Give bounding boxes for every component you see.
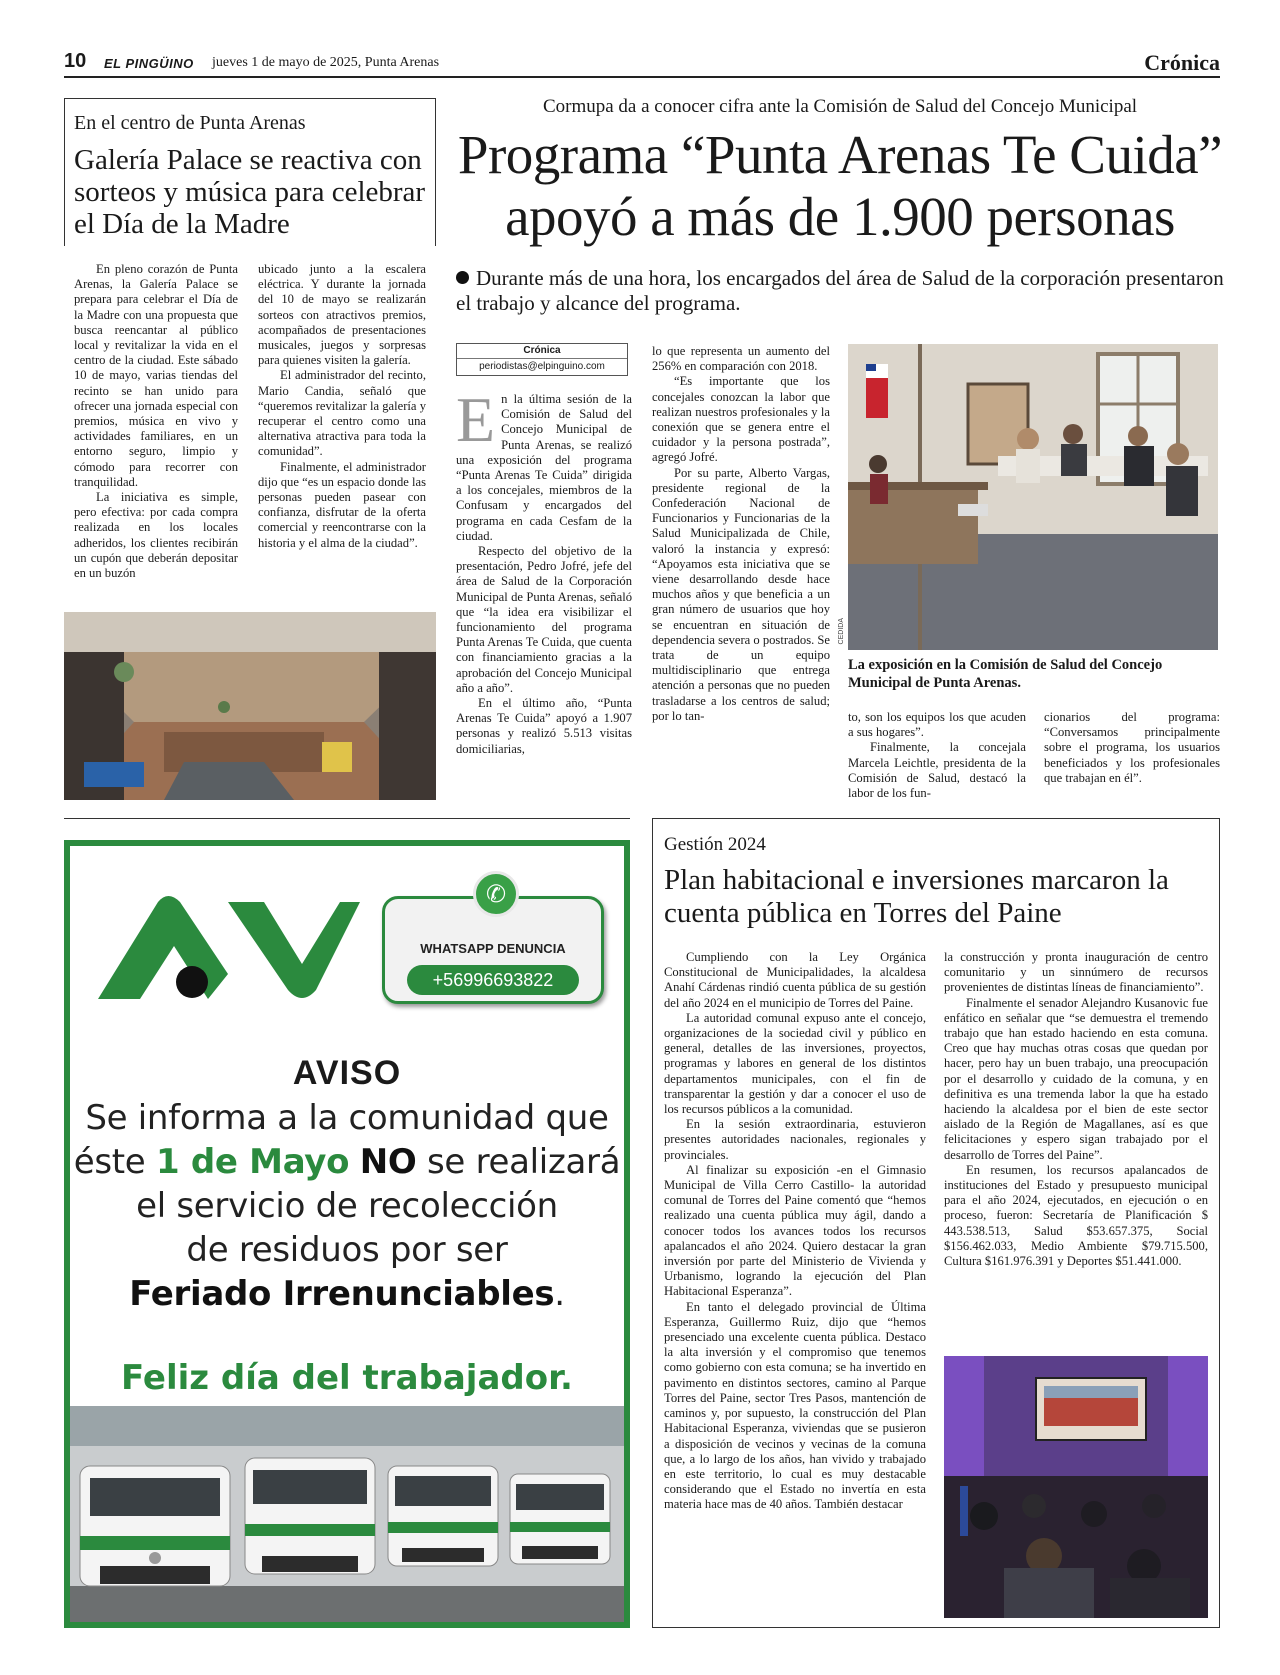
section-divider xyxy=(64,818,630,819)
page-header xyxy=(64,50,1220,78)
bullet-icon xyxy=(456,271,469,284)
photo-credit: CEDIDA xyxy=(838,618,845,645)
company-logo xyxy=(88,894,364,1004)
drop-cap: E xyxy=(456,384,496,455)
title-line: apoyó a más de 1.900 personas xyxy=(505,186,1175,247)
aviso-line xyxy=(70,1272,624,1316)
whatsapp-number[interactable]: +56996693822 xyxy=(407,965,579,995)
paragraph: Finalmente, el administrador dijo que “es un espacio donde las personas pueden pasear con confianza, disfrutar de la oferta comercial y reencontrarse con la historia y el alma de la ciudad”. xyxy=(258,459,426,550)
paragraph: ubicado junto a la escalera eléctrica. Y durante la jornada del 10 de mayo se realizarán sorteos con atractivos premios, acompañados de presentaciones musicales, juegos y sorpresas para quienes visiten la galería. xyxy=(258,262,426,368)
galeria-kicker: En el centro de Punta Arenas xyxy=(74,112,306,134)
torres-kicker: Gestión 2024 xyxy=(664,834,766,855)
torres-column-1 xyxy=(664,950,926,1513)
programa-lead xyxy=(456,266,1224,316)
galeria-column-1 xyxy=(74,262,238,581)
aviso-line xyxy=(70,1140,624,1184)
paragraph xyxy=(456,384,632,544)
paragraph: En pleno corazón de Punta Arenas, la Galería Palace se prepara para celebrar el Día de la Madre con una propuesta que busca reencantar al público local y revitalizar la vida en el centro de la ciudad. Este sábado 10 de mayo, varias tiendas del recinto se han unido para ofrecer una jornada especial con premios, música en vivo y actividades familiares, en un entorno seguro, limpio y cómodo para recorrer con tranquilidad. xyxy=(74,262,238,489)
galeria-title: Galería Palace se reactiva con sorteos y música para celebrar el Día de la Madre xyxy=(74,144,426,240)
torres-column-2 xyxy=(944,950,1208,1269)
paragraph: la construcción y pronta inauguración de centro comunitario y un sinnúmero de recursos provenientes de distintas líneas de financiamiento”. xyxy=(944,950,1208,995)
paragraph: La autoridad comunal expuso ante el concejo, organizaciones de la sociedad civil y público en general, detalles de las inversiones, proyectos, programas y labores en general de los distintos departamentos municipales, con el fin de transparentar la gestión y dar a conocer el uso de los recursos públicos a la comunidad. xyxy=(664,1010,926,1117)
aviso-text: éste xyxy=(73,1142,156,1182)
programa-kicker: Cormupa da a conocer cifra ante la Comisión de Salud del Concejo Municipal xyxy=(542,96,1138,117)
aviso-greeting: Feliz día del trabajador. xyxy=(121,1358,573,1398)
cuenta-publica-photo xyxy=(944,1356,1208,1618)
galeria-mall-photo xyxy=(64,612,436,800)
paragraph: “Es importante que los concejales conozcan la labor que realizan nuestros profesionales y la conexión que se genera entre el cuidador y la persona postrada”, agregó Jofré. xyxy=(652,374,830,465)
paragraph: En tanto el delegado provincial de Última Esperanza, Guillermo Ruiz, dijo que “hemos presenciado una excelente cuenta pública. Destaco la alta inversión y el compromiso que tenemos como gobierno con esta comuna; se ha invertido en pavimento en distintos sectores, camino al Parque Torres del Paine, sector Tres Pasos, mantención de caminos y, por supuesto, la construcción del Plan Habitacional Esperanza, viviendas que se pusieron a disposición de vecinos y vecinas de la comuna que, a lo largo de los años, han vivido y trabajado en este territorio, lo cual es muy destacable considerando que el Estado no invertía en esta materia hace mas de 40 años. También destacar xyxy=(664,1299,926,1512)
paragraph: El administrador del recinto, Mario Candia, señaló que “queremos revitalizar la galería y recuperar el centro como una alternativa atractiva para toda la comunidad”. xyxy=(258,368,426,459)
paragraph: En el último año, “Punta Arenas Te Cuida” apoyó a 1.907 personas y realizó 5.513 visitas domiciliarias, xyxy=(456,696,632,756)
section-name: Crónica xyxy=(1144,50,1220,75)
aviso-line: Se informa a la comunidad que xyxy=(85,1098,609,1138)
masthead-logo: EL PINGÜINO xyxy=(104,56,194,71)
paragraph: cionarios del programa: “Conversamos principalmente sobre el programa, los usuarios beneficiados y los profesionales que trabajan en él”. xyxy=(1044,710,1220,785)
paragraph: lo que representa un aumento del 256% en comparación con 2018. xyxy=(652,344,830,374)
lead-text: Durante más de una hora, los encargados del área de Salud de la corporación presentaron el trabajo y alcance del programa. xyxy=(456,266,1224,315)
byline-box xyxy=(456,343,628,376)
whatsapp-icon: ✆ xyxy=(473,871,519,917)
aviso-line: el servicio de recolección xyxy=(136,1186,558,1226)
photo-caption: La exposición en la Comisión de Salud del Concejo Municipal de Punta Arenas. xyxy=(848,657,1163,691)
aviso-title: AVISO xyxy=(292,1054,402,1092)
aviso-body xyxy=(70,1096,624,1316)
paragraph: Al finalizar su exposición -en el Gimnasio Municipal de Villa Cerro Castillo- la autoridad comunal de Torres del Paine comentó que “hemos realizado una cuenta pública muy ágil, dando a conocer todos los avances todos los recursos apalancados el año 2024. Quiero destacar la gran inversión por parte del Ministerio de Vivienda y Urbanismo, logrando la ejecución del Plan Habitacional Esperanza”. xyxy=(664,1162,926,1299)
aviso-no: NO xyxy=(359,1142,417,1182)
paragraph: La iniciativa es simple, pero efectiva: por cada compra realizada en los locales adheridos, los clientes recibirán un cupón que deberán depositar en un buzón xyxy=(74,490,238,581)
comision-salud-photo xyxy=(848,344,1218,650)
paragraph: Por su parte, Alberto Vargas, presidente regional de la Confederación Nacional de Funcionarios y Funcionarias de la Salud Municipalizada de Chile, valoró la instancia y expresó: “Apoyamos esta iniciativa que se viene desarrollando desde hace muchos años y que beneficia a un gran número de usuarios que hoy se encuentran en situación de dependencia severa o postrados. Se trata de un equipo multidisciplinario que entrega atención a personas que no pueden trasladarse a los centros de salud; por lo tan- xyxy=(652,465,830,723)
programa-column-4 xyxy=(1044,710,1220,786)
aviso-line: de residuos por ser xyxy=(186,1230,508,1270)
torres-title: Plan habitacional e inversiones marcaron la cuenta pública en Torres del Paine xyxy=(664,864,1169,929)
paragraph: to, son los equipos los que acuden a sus hogares”. xyxy=(848,710,1026,740)
paragraph: Cumpliendo con la Ley Orgánica Constitucional de Municipalidades, la alcaldesa Anahí Cárdenas rindió cuenta pública de su gestión del año 2024 en el municipio de Torres del Paine. xyxy=(664,950,926,1010)
paragraph: Respecto del objetivo de la presentación, Pedro Jofré, jefe del área de Salud de la Corporación Municipal de Punta Arenas, señaló que “la idea era visibilizar el funcionamiento del programa Punta Arenas Te Cuida, que cuenta con financiamiento gracias a la aprobación del Concejo Municipal año a año”. xyxy=(456,544,632,695)
aviso-text: . xyxy=(554,1274,565,1314)
page-number: 10 xyxy=(64,50,87,72)
paragraph: Finalmente, la concejala Marcela Leichtle, presidenta de la Comisión de Salud, destacó la labor de los fun- xyxy=(848,740,1026,801)
paragraph-text: n la última sesión de la Comisión de Salud del Concejo Municipal de Punta Arenas, se realizó una exposición del programa “Punta Arenas Te Cuida” dirigida a los concejales, miembros de la Confusam y encargados del programa en cada Cesfam de la ciudad. xyxy=(456,392,632,543)
title-line: Programa “Punta Arenas Te Cuida” xyxy=(457,124,1223,185)
whatsapp-denuncia-card xyxy=(382,880,604,1004)
programa-column-2 xyxy=(652,344,830,724)
aviso-text: se realizará xyxy=(416,1142,621,1182)
byline-section: Crónica xyxy=(457,344,627,359)
programa-title xyxy=(440,124,1240,248)
paragraph: En la sesión extraordinaria, estuvieron presentes autoridades nacionales, regionales y provinciales. xyxy=(664,1117,926,1162)
aviso-holiday: Feriado Irrenunciables xyxy=(129,1274,555,1314)
byline-email[interactable]: periodistas@elpinguino.com xyxy=(479,361,605,372)
programa-column-3 xyxy=(848,710,1026,801)
paragraph: Finalmente el senador Alejandro Kusanovic fue enfático en señalar que “se demuestra el tremendo trabajo que han estado haciendo en esta comuna. Creo que hay muchas otras cosas que quedan por hacer, pero hay un buen trabajo, una preocupación por el desarrollo y cuidado de la comuna, y en definitiva es una tremenda labor la que ha estado haciendo la alcaldesa por el bien de este sector aislado de la Región de Magallanes, así es que felicitaciones y espero sigan trabajado por el desarrollo de Torres del Paine”. xyxy=(944,995,1208,1162)
paragraph: En resumen, los recursos apalancados de instituciones del Estado y presupuesto municipal para el año 2024, ejecutados, en ejecución o en proceso, fueron: Secretaría de Planificación $ 443.538.513, Salud $53.657.375, Social $156.462.033, Medio Ambiente $79.715.500, Cultura $161.976.391 y Deportes $51.441.000. xyxy=(944,1162,1208,1269)
whatsapp-label: WHATSAPP DENUNCIA xyxy=(420,941,566,956)
dateline: jueves 1 de mayo de 2025, Punta Arenas xyxy=(212,55,440,70)
aviso-advertisement xyxy=(64,840,630,1628)
garbage-trucks-photo xyxy=(70,1406,624,1622)
galeria-column-2 xyxy=(258,262,426,551)
programa-column-1 xyxy=(456,384,632,757)
aviso-date: 1 de Mayo xyxy=(155,1142,350,1182)
